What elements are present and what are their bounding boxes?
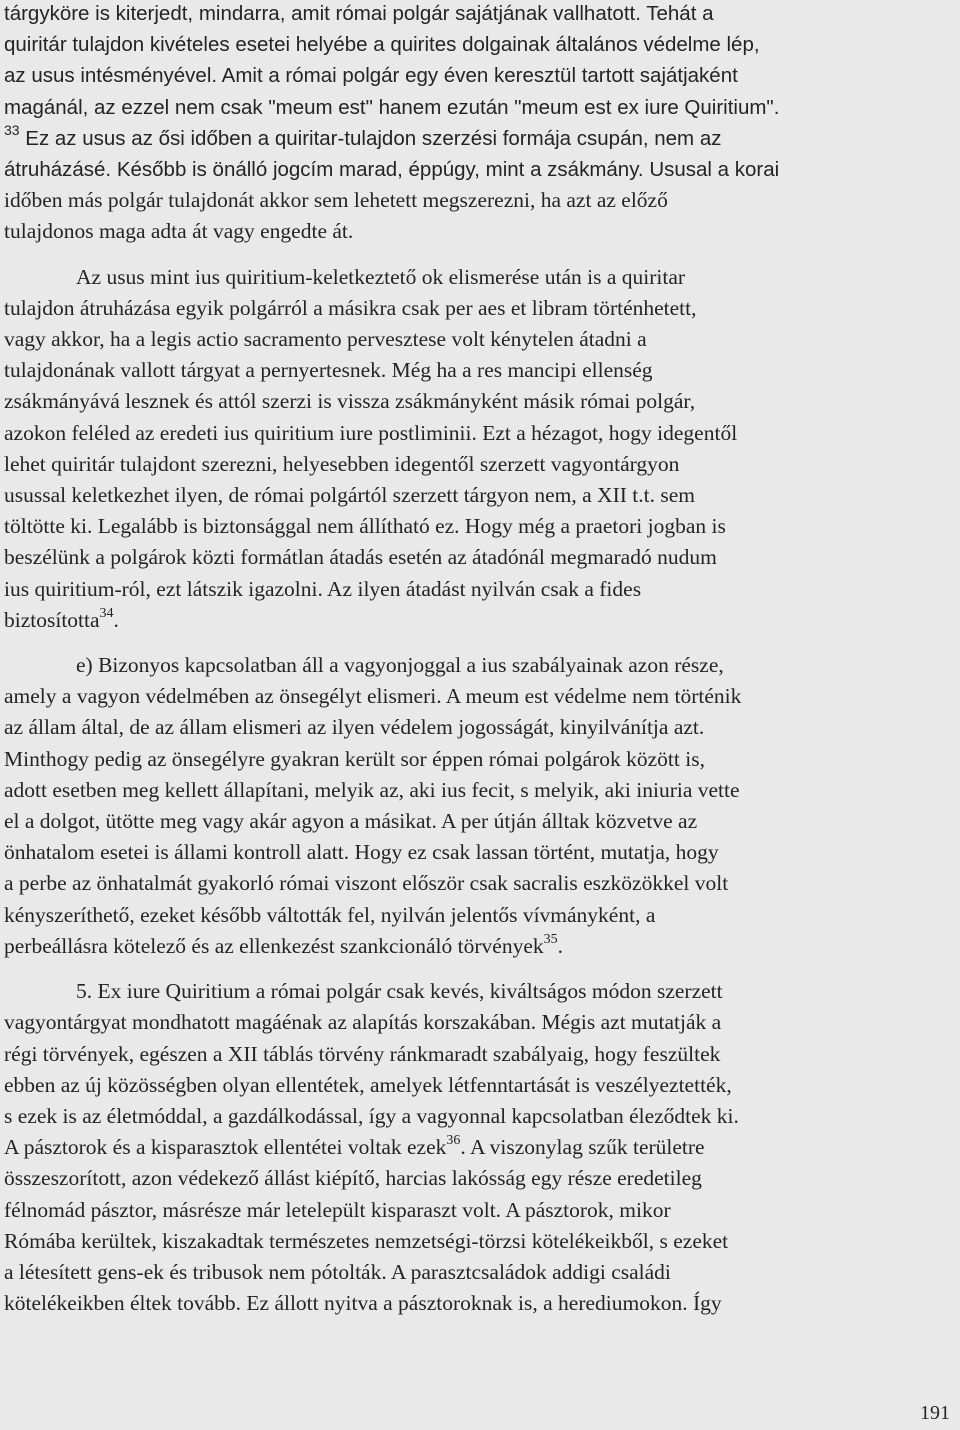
line-text: el a dolgot, ütötte meg vagy akár agyon a másikat. A per útján álltak közvetve az xyxy=(4,809,698,834)
paragraph-gap xyxy=(4,248,954,262)
line-text: usussal keletkezhet ilyen, de római polgártól szerzett tárgyon nem, a XII t.t. sem xyxy=(4,483,695,508)
text-line xyxy=(4,574,954,605)
text-line xyxy=(4,60,954,91)
text-line xyxy=(4,92,954,123)
footnote-marker: 35 xyxy=(543,931,558,947)
body-text xyxy=(4,0,954,1319)
line-text: kényszeríthető, ezeket később váltották fel, nyilván jelentős vívmányként, a xyxy=(4,902,656,927)
line-text: biztosította xyxy=(4,607,100,632)
text-line xyxy=(4,837,954,868)
text-line xyxy=(4,650,954,681)
line-text: amely a vagyon védelmében az önsegélyt elismeri. A meum est védelme nem történik xyxy=(4,684,742,709)
text-line xyxy=(4,1132,954,1163)
line-text: az állam által, de az állam elismeri az ilyen védelem jogosságát, kinyilvánítja azt. xyxy=(4,715,705,740)
page-number: 191 xyxy=(920,1402,950,1424)
text-line xyxy=(4,976,954,1007)
line-text: A pásztorok és a kisparasztok ellentétei voltak ezek xyxy=(4,1135,447,1160)
text-line xyxy=(4,511,954,542)
line-text: tulajdonos maga adta át vagy engedte át. xyxy=(4,219,354,244)
line-text: quiritár tulajdon kivételes esetei helyébe a quirites dolgainak általános védelme lép, xyxy=(4,33,760,57)
text-line xyxy=(4,744,954,775)
paragraph-gap xyxy=(4,636,954,650)
line-text: tulajdonának vallott tárgyat a pernyertesnek. Még ha a res mancipi ellenség xyxy=(4,358,653,383)
line-text: perbeállásra kötelező és az ellenkezést szankcionáló törvények xyxy=(4,933,544,958)
line-text: a perbe az önhatalmát gyakorló római viszont először csak sacralis eszközökkel volt xyxy=(4,871,729,896)
line-text-after: . A viszonylag szűk területre xyxy=(460,1135,705,1160)
footnote-marker: 34 xyxy=(99,605,114,621)
line-text: kötelékeikben éltek tovább. Ez állott nyitva a pásztoroknak is, a herediumokon. Így xyxy=(4,1291,722,1316)
line-text: adott esetben meg kellett állapítani, melyik az, aki ius fecit, s melyik, aki iniuria vette xyxy=(4,777,740,802)
line-text: azokon feléled az eredeti ius quiritium iure postliminii. Ezt a hézagot, hogy idegentől xyxy=(4,420,738,445)
line-text-after: . xyxy=(113,607,119,632)
line-text: e) Bizonyos kapcsolatban áll a vagyonjoggal a ius szabályainak azon része, xyxy=(76,653,724,678)
text-line xyxy=(4,1163,954,1194)
line-text: lehet quiritár tulajdont szerezni, helyesebben idegentől szerzett vagyontárgyon xyxy=(4,451,680,476)
text-line xyxy=(4,480,954,511)
text-line xyxy=(4,1039,954,1070)
text-line xyxy=(4,386,954,417)
text-line xyxy=(4,542,954,573)
paragraph-gap xyxy=(4,962,954,976)
text-line xyxy=(4,1288,954,1319)
text-line xyxy=(4,775,954,806)
text-line xyxy=(4,123,954,154)
line-text: ius quiritium-ról, ezt látszik igazolni. Az ilyen átadást nyilván csak a fides xyxy=(4,576,642,601)
line-text: Rómába kerültek, kiszakadtak természetes nemzetségi-törzsi kötelékeikből, s ezeket xyxy=(4,1228,729,1253)
line-text: ebben az új közösségben olyan ellentétek, amelyek létfenntartását is veszélyeztették, xyxy=(4,1072,732,1097)
footnote-marker: 36 xyxy=(446,1132,461,1148)
text-line xyxy=(4,185,954,216)
line-text: önhatalom esetei is állami kontroll alatt. Hogy ez csak lassan történt, mutatja, hogy xyxy=(4,840,719,865)
line-text: vagy akkor, ha a legis actio sacramento pervesztese volt kénytelen átadni a xyxy=(4,327,647,352)
text-line xyxy=(4,681,954,712)
text-line xyxy=(4,868,954,899)
text-line xyxy=(4,900,954,931)
line-text: Minthogy pedig az önsegélyre gyakran került sor éppen római polgárok között is, xyxy=(4,746,705,771)
line-text: beszélünk a polgárok közti formátlan átadás esetén az átadónál megmaradó nudum xyxy=(4,545,717,570)
text-line xyxy=(4,262,954,293)
line-text: magánál, az ezzel nem csak "meum est" hanem ezután "meum est ex iure Quiritium". xyxy=(4,95,780,119)
line-text: a létesített gens-ek és tribusok nem pótolták. A parasztcsaládok addigi családi xyxy=(4,1259,671,1284)
line-text: Az usus mint ius quiritium-keletkeztető ok elismerése után is a quiritar xyxy=(76,264,686,289)
text-line xyxy=(4,712,954,743)
footnote-marker: 33 xyxy=(4,121,20,138)
text-line xyxy=(4,449,954,480)
line-text: időben más polgár tulajdonát akkor sem lehetett megszerezni, ha azt az előző xyxy=(4,188,668,213)
text-line xyxy=(4,1101,954,1132)
text-line xyxy=(4,355,954,386)
line-text: összeszorított, azon védekező állást kiépítő, harcias lakósság egy része eredetileg xyxy=(4,1166,702,1191)
text-line xyxy=(4,806,954,837)
line-text: az usus intésményével. Amit a római polgár egy éven keresztül tartott sajátjaként xyxy=(4,64,738,88)
line-text: félnomád pásztor, másrésze már letelepült kisparaszt volt. A pásztorok, mikor xyxy=(4,1197,671,1222)
text-line xyxy=(4,154,954,185)
text-line xyxy=(4,418,954,449)
text-line xyxy=(4,0,954,29)
text-line xyxy=(4,29,954,60)
line-text: zsákmányává lesznek és attól szerzi is vissza zsákmányként másik római polgár, xyxy=(4,389,696,414)
text-line xyxy=(4,605,954,636)
text-line xyxy=(4,216,954,247)
line-text: tulajdon átruházása egyik polgárról a másikra csak per aes et libram történhetett, xyxy=(4,295,697,320)
line-text: Ez az usus az ősi időben a quiritar-tulajdon szerzési formája csupán, nem az xyxy=(19,126,722,150)
line-text: régi törvények, egészen a XII táblás törvény ránkmaradt szabályaig, hogy feszültek xyxy=(4,1041,721,1066)
text-line xyxy=(4,1226,954,1257)
line-text: töltötte ki. Legalább is biztonsággal nem állítható ez. Hogy még a praetori jogban is xyxy=(4,514,726,539)
text-line xyxy=(4,931,954,962)
text-line xyxy=(4,1257,954,1288)
text-line xyxy=(4,324,954,355)
line-text: vagyontárgyat mondhatott magáénak az alapítás korszakában. Mégis azt mutatják a xyxy=(4,1010,722,1035)
text-line xyxy=(4,1195,954,1226)
line-text: tárgyköre is kiterjedt, mindarra, amit római polgár sajátjának vallhatott. Tehát a xyxy=(4,2,714,25)
line-text: 5. Ex iure Quiritium a római polgár csak kevés, kiváltságos módon szerzett xyxy=(76,979,723,1004)
line-text: átruházásé. Később is önálló jogcím marad, éppúgy, mint a zsákmány. Ususal a korai xyxy=(4,158,780,182)
line-text: s ezek is az életmóddal, a gazdálkodással, így a vagyonnal kapcsolatban éleződtek ki. xyxy=(4,1103,739,1128)
text-line xyxy=(4,293,954,324)
text-line xyxy=(4,1007,954,1038)
line-text-after: . xyxy=(557,933,563,958)
text-line xyxy=(4,1070,954,1101)
